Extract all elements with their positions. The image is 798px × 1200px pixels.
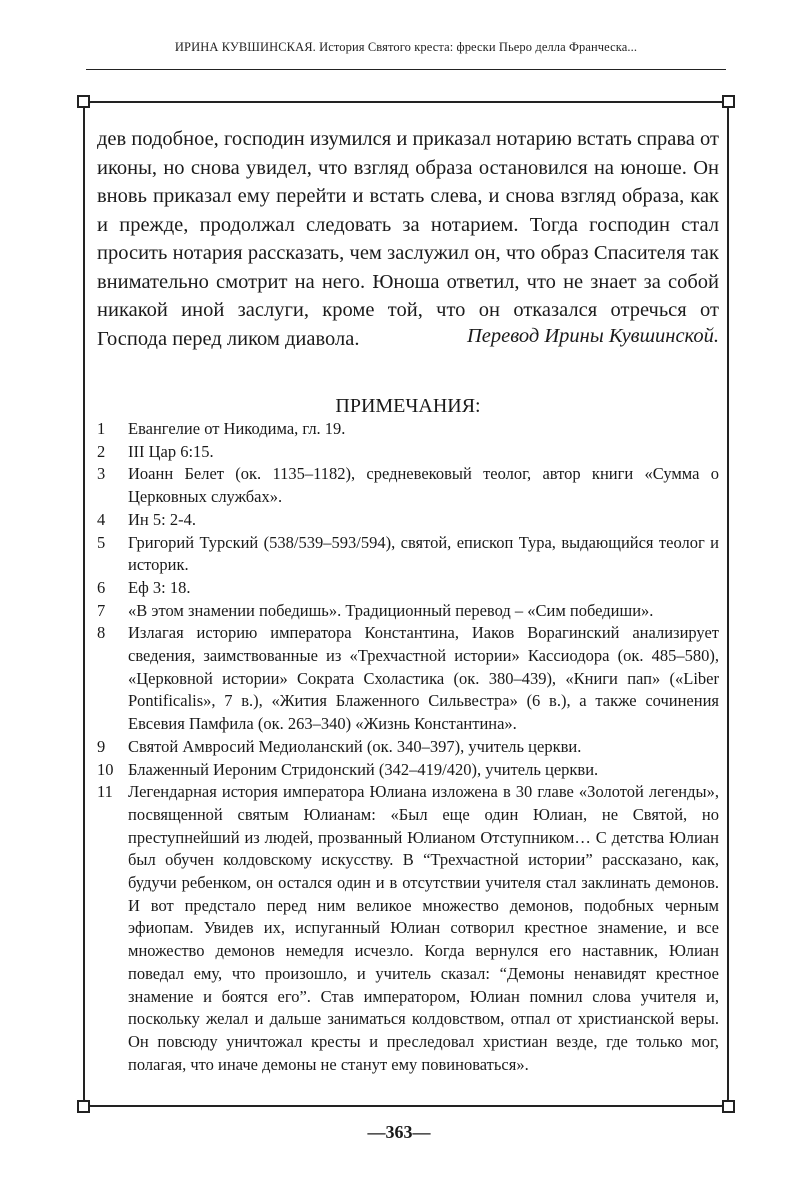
header-rule [86,69,726,70]
main-paragraph: дев подобное, господин изумился и приказал нотарию встать справа от иконы, но снова увидел, что взгляд образа остановился на юноше. Он вновь приказал ему перейти и встать слева, и снова взгляд образа, как и прежде, продолжал следовать за нотарием. Тогда господин стал просить нотария рассказать, чем заслужил он, что образ Спасителя так внимательно смотрит на него. Юноша ответил, что не знает за собой никакой иной заслуги, кроме той, что он отказался отречься от Господа перед ликом диавола. [97,128,719,350]
note-item [97,441,719,464]
note-text: Евангелие от Никодима, гл. 19. [128,419,346,438]
note-text: Иоанн Белет (ок. 1135–1182), средневековый теолог, автор книги «Сумма о Церковных службах». [128,464,719,507]
note-number: 7 [97,600,106,620]
note-item [97,532,719,577]
frame-corner-top-left [77,95,90,108]
page-number: —363— [367,1122,431,1142]
note-item [97,781,719,1076]
note-item [97,463,719,508]
note-number: 2 [97,441,106,461]
note-number: 6 [97,577,106,597]
translator-credit: Перевод Ирины Кувшинской. [467,325,719,347]
note-number: 5 [97,532,106,552]
note-number: 3 [97,464,106,484]
note-text: III Цар 6:15. [128,441,214,461]
note-item [97,759,719,782]
note-number: 8 [97,623,106,643]
note-text: Григорий Турский (538/539–593/594), святой, епископ Тура, выдающийся теолог и историк. [128,532,719,575]
frame-corner-bottom-left [77,1100,90,1113]
frame-corner-bottom-right [722,1100,735,1113]
note-item [97,600,719,623]
note-number: 10 [97,759,114,779]
note-item [97,736,719,759]
running-header: ИРИНА КУВШИНСКАЯ. История Святого креста: фрески Пьеро делла Франческа... [174,40,638,54]
notes-list [97,418,719,1076]
note-number: 1 [97,419,106,438]
note-item [97,622,719,736]
note-item [97,418,719,441]
note-text: «В этом знамении победишь». Традиционный перевод – «Сим победиши». [128,600,654,620]
note-number: 4 [97,509,106,529]
note-text: Святой Амвросий Медиоланский (ок. 340–397), учитель церкви. [128,736,582,756]
note-text: Еф 3: 18. [128,577,191,597]
note-item [97,509,719,532]
note-text: Легендарная история императора Юлиана изложена в 30 главе «Золотой легенды», посвященной святым Юлианам: «Был еще один Юлиан, не Святой, но преступнейший из людей, прозванный Юлианом Отступником… С детства Юлиан был обучен колдовскому искусству. В “Трехчастной истории” рассказано, как, будучи ребенком, он остался один и в отсутствии учителя стал заклинать демонов. И вот предстало перед ним великое множество демонов, подобных черным эфиопам. Увидев их, испуганный Юлиан сотворил крестное знамение, и все множество демонов немедля исчезло. Когда вернулся его наставник, Юлиан поведал ему, что произошло, и учитель сказал: “Демоны ненавидят крестное знамение и боятся его”. Став императором, Юлиан помнил слова учителя и, поскольку желал и дальше заниматься колдовством, отпал от христианской веры. Он повсюду уничтожал кресты и преследовал христиан везде, где только мог, полагая, что иначе демоны не станут ему повиноваться». [128,782,719,1074]
frame-corner-top-right [722,95,735,108]
note-number: 11 [97,782,113,802]
note-text: Излагая историю императора Константина, Иаков Ворагинский анализирует сведения, заимствованные из «Трехчастной истории» Кассиодора (ок. 485–580), «Церковной истории» Сократа Схоластика (ок. 380–439), «Книги пап» («Liber Pontificalis», 7 в.), «Жития Блаженного Сильвестра» (6 в.), а также сочинения Евсевия Памфила (ок. 263–340) «Жизнь Константина». [128,623,719,734]
notes-heading: ПРИМЕЧАНИЯ: [335,395,481,417]
note-item [97,577,719,600]
note-number: 9 [97,736,106,756]
note-text: Блаженный Иероним Стридонский (342–419/420), учитель церкви. [128,759,599,779]
note-text: Ин 5: 2-4. [128,509,196,529]
